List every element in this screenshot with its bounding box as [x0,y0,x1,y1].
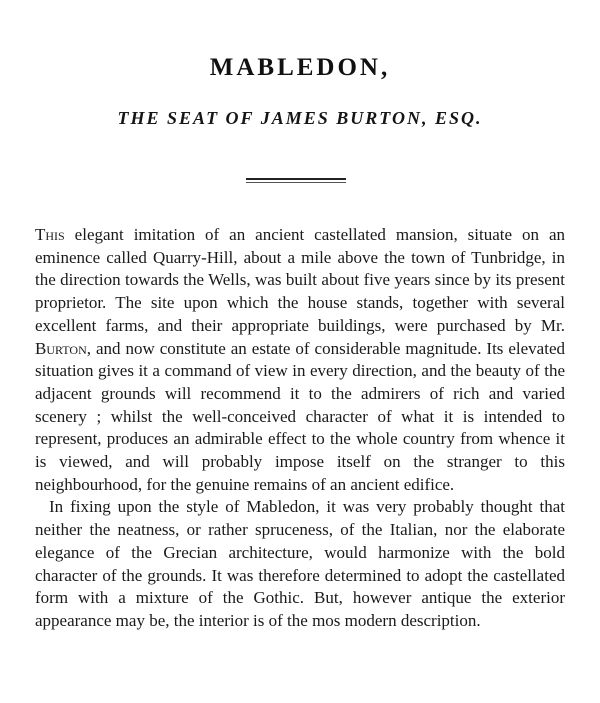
ornamental-rule-thick [246,178,346,180]
ornamental-rule-thin [246,182,346,183]
paragraph-2: In fixing upon the style of Mabledon, it was very probably thought that neither the neatness, or rather spruceness, of the Italian, nor the elaborate elegance of the Grecian architecture, would harmonize with the bold character of the grounds. It was therefore determined to adopt the castellated form with a mixture of the Gothic. But, however antique the exterior appearance may be, the interior is of the mos modern description. [35,497,565,630]
page-subtitle: THE SEAT OF JAMES BURTON, ESQ. [117,108,483,128]
paragraph-1-part-2: , and now constitute an estate of considerable magnitude. Its elevated situation gives it a command of view in every direction, and the beauty of the adjacent grounds will recommend it to the admirers of rich and varied scenery ; whilst the well-conceived character of what it is intended to represent, produces an admirable effect to the whole country from whence it is viewed, and will probably impose itself on the stranger to this neighbourhood, for the genuine remains of an ancient edifice. [35,338,565,494]
page-title: MABLEDON, [209,54,391,81]
paragraph-1-part-1: elegant imitation of an ancient castellated mansion, situate on an eminence called Quarry-Hill, about a mile above the town of Tunbridge, in the direction towards the Wells, was built about five years since by its present proprietor. The site upon which the house stands, together with several excellent farms, and their appropriate buildings, were purchased by Mr. [35,225,565,335]
opening-word: This [35,225,65,244]
paragraph-1 [35,224,565,496]
proprietor-name: Burton [35,338,87,358]
body-text [35,224,565,633]
